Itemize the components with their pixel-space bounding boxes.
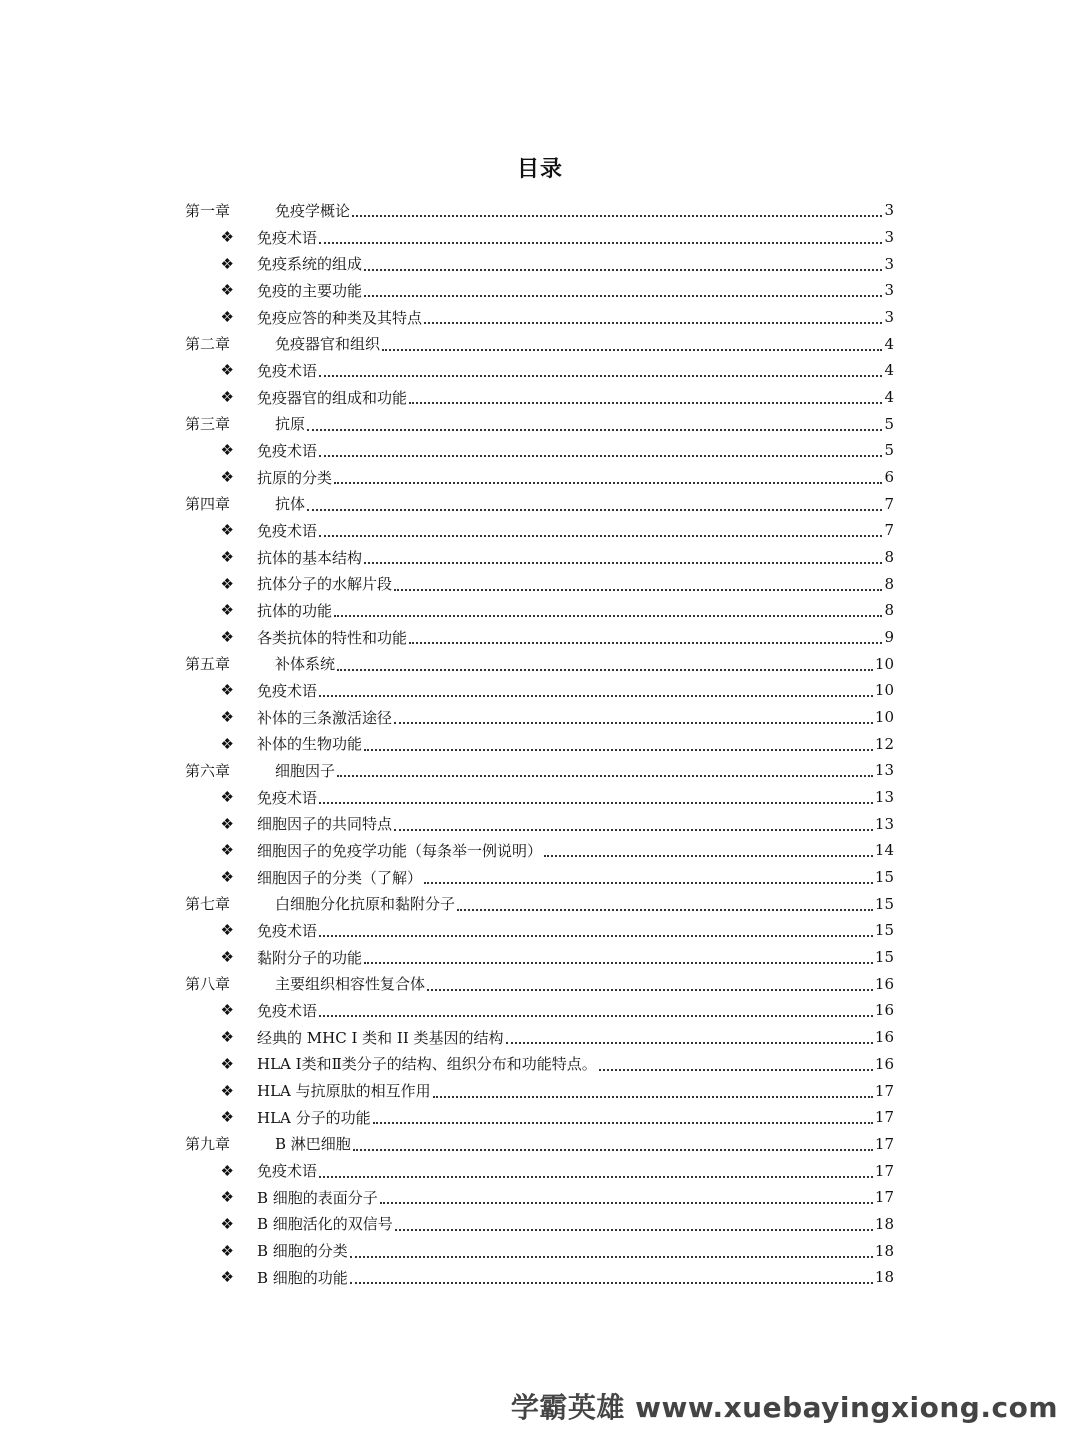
toc-section-entry[interactable]	[185, 864, 894, 891]
toc-page-number: 16	[874, 1054, 894, 1073]
diamond-bullet-icon: ❖	[220, 1214, 234, 1233]
toc-entry-title: B 细胞活化的双信号	[257, 1215, 393, 1234]
toc-section-entry[interactable]	[185, 304, 894, 331]
dot-leader	[307, 429, 882, 431]
diamond-bullet-icon: ❖	[220, 1108, 234, 1127]
diamond-bullet-icon: ❖	[220, 441, 234, 460]
dot-leader	[409, 402, 882, 404]
dot-leader	[506, 1042, 873, 1044]
dot-leader	[544, 855, 873, 857]
dot-leader	[364, 562, 882, 564]
dot-leader	[353, 1149, 873, 1151]
diamond-bullet-icon: ❖	[220, 681, 234, 700]
toc-entry-title: 免疫术语	[257, 1162, 318, 1181]
dot-leader	[350, 1282, 873, 1284]
dot-leader	[394, 829, 873, 831]
toc-section-entry[interactable]	[185, 784, 894, 811]
toc-chapter-entry[interactable]	[185, 490, 894, 517]
toc-page-number: 12	[874, 734, 894, 753]
chapter-number: 第三章	[185, 415, 231, 434]
toc-section-entry[interactable]	[185, 277, 894, 304]
toc-page-number: 9	[884, 628, 894, 647]
diamond-bullet-icon: ❖	[220, 361, 234, 380]
toc-page-number: 17	[874, 1161, 894, 1180]
toc-entry-title: 免疫器官的组成和功能	[257, 388, 408, 407]
toc-entry-title: 抗原	[275, 415, 306, 434]
diamond-bullet-icon: ❖	[220, 574, 234, 593]
toc-page-number: 3	[884, 281, 894, 300]
toc-page-number: 17	[874, 1081, 894, 1100]
toc-chapter-entry[interactable]	[185, 197, 894, 224]
dot-leader	[424, 882, 873, 884]
dot-leader	[319, 935, 873, 937]
toc-entry-title: 补体的三条激活途径	[257, 708, 393, 727]
toc-section-entry[interactable]	[185, 597, 894, 624]
diamond-bullet-icon: ❖	[220, 388, 234, 407]
dot-leader	[319, 1176, 873, 1178]
diamond-bullet-icon: ❖	[220, 468, 234, 487]
toc-page-number: 8	[884, 574, 894, 593]
toc-chapter-entry[interactable]	[185, 330, 894, 357]
diamond-bullet-icon: ❖	[220, 868, 234, 887]
toc-page-number: 4	[884, 388, 894, 407]
dot-leader	[337, 775, 873, 777]
toc-section-entry[interactable]	[185, 837, 894, 864]
toc-page-number: 10	[874, 681, 894, 700]
chapter-number: 第二章	[185, 335, 231, 354]
dot-leader	[599, 1069, 873, 1071]
diamond-bullet-icon: ❖	[220, 1241, 234, 1260]
toc-section-entry[interactable]	[185, 1077, 894, 1104]
chapter-number: 第五章	[185, 655, 231, 674]
diamond-bullet-icon: ❖	[220, 308, 234, 327]
dot-leader	[364, 749, 873, 751]
dot-leader	[364, 295, 882, 297]
dot-leader	[427, 989, 873, 991]
toc-section-entry[interactable]	[185, 1184, 894, 1211]
toc-section-entry[interactable]	[185, 384, 894, 411]
dot-leader	[364, 269, 882, 271]
dot-leader	[457, 909, 873, 911]
toc-chapter-entry[interactable]	[185, 890, 894, 917]
toc-entry-title: 细胞因子的共同特点	[257, 815, 393, 834]
toc-entry-title: 细胞因子	[275, 761, 336, 780]
diamond-bullet-icon: ❖	[220, 628, 234, 647]
dot-leader	[319, 535, 882, 537]
toc-entry-title: 免疫术语	[257, 1001, 318, 1020]
dot-leader	[364, 962, 873, 964]
diamond-bullet-icon: ❖	[220, 281, 234, 300]
dot-leader	[319, 802, 873, 804]
diamond-bullet-icon: ❖	[220, 734, 234, 753]
toc-page-number: 13	[874, 761, 894, 780]
toc-entry-title: HLA Ⅰ类和Ⅱ类分子的结构、组织分布和功能特点。	[257, 1055, 597, 1074]
toc-section-entry[interactable]	[185, 464, 894, 491]
toc-page-number: 10	[874, 654, 894, 673]
toc-page-number: 4	[884, 361, 894, 380]
toc-entry-title: 各类抗体的特性和功能	[257, 628, 408, 647]
dot-leader	[350, 1256, 873, 1258]
dot-leader	[395, 1229, 873, 1231]
toc-section-entry[interactable]	[185, 1211, 894, 1238]
dot-leader	[319, 455, 882, 457]
toc-entry-title: 免疫术语	[257, 228, 318, 247]
toc-entry-title: B 细胞的功能	[257, 1268, 348, 1287]
toc-page-number: 3	[884, 201, 894, 220]
dot-leader	[307, 509, 882, 511]
toc-page-number: 15	[874, 868, 894, 887]
chapter-number: 第六章	[185, 761, 231, 780]
diamond-bullet-icon: ❖	[220, 841, 234, 860]
toc-entry-title: 免疫系统的组成	[257, 255, 363, 274]
toc-page-number: 15	[874, 894, 894, 913]
toc-entry-title: HLA 分子的功能	[257, 1108, 371, 1127]
toc-section-entry[interactable]	[185, 677, 894, 704]
diamond-bullet-icon: ❖	[220, 814, 234, 833]
toc-page-number: 17	[874, 1108, 894, 1127]
toc-entry-title: 抗体的基本结构	[257, 548, 363, 567]
toc-entry-title: 补体的生物功能	[257, 735, 363, 754]
toc-page-number: 17	[874, 1134, 894, 1153]
toc-entry-title: B 细胞的分类	[257, 1242, 348, 1261]
toc-section-entry[interactable]	[185, 944, 894, 971]
toc-section-entry[interactable]	[185, 917, 894, 944]
diamond-bullet-icon: ❖	[220, 1188, 234, 1207]
toc-entry-title: 免疫学概论	[275, 201, 351, 220]
toc-entry-title: 抗体的功能	[257, 601, 333, 620]
toc-section-entry[interactable]	[185, 730, 894, 757]
toc-entry-title: 免疫应答的种类及其特点	[257, 308, 423, 327]
toc-page-number: 3	[884, 228, 894, 246]
toc-entry-title: 免疫的主要功能	[257, 281, 363, 300]
dot-leader	[319, 375, 882, 377]
toc-entry-title: 黏附分子的功能	[257, 948, 363, 967]
toc-page-number: 18	[874, 1268, 894, 1287]
toc-section-entry[interactable]	[185, 997, 894, 1024]
chapter-number: 第八章	[185, 975, 231, 994]
dot-leader	[319, 1015, 873, 1017]
chapter-number: 第七章	[185, 895, 231, 914]
dot-leader	[382, 349, 882, 351]
diamond-bullet-icon: ❖	[220, 1001, 234, 1020]
toc-section-entry[interactable]	[185, 224, 894, 251]
dot-leader	[334, 482, 882, 484]
dot-leader	[319, 242, 882, 244]
toc-section-entry[interactable]	[185, 1157, 894, 1184]
toc-page-number: 3	[884, 254, 894, 273]
toc-page-number: 18	[874, 1241, 894, 1260]
toc-entry-title: 细胞因子的分类（了解）	[257, 868, 423, 887]
toc-chapter-entry[interactable]	[185, 757, 894, 784]
diamond-bullet-icon: ❖	[220, 548, 234, 567]
chapter-number: 第四章	[185, 495, 231, 514]
dot-leader	[424, 322, 882, 324]
toc-page-number: 4	[884, 334, 894, 353]
toc-entry-title: 免疫术语	[257, 921, 318, 940]
toc-section-entry[interactable]	[185, 437, 894, 464]
table-of-contents	[185, 197, 894, 1291]
toc-section-entry[interactable]	[185, 570, 894, 597]
toc-section-entry[interactable]	[185, 250, 894, 277]
toc-entry-title: B 淋巴细胞	[275, 1135, 351, 1154]
toc-page-number: 15	[874, 921, 894, 940]
toc-page-number: 16	[874, 1028, 894, 1047]
toc-chapter-entry[interactable]	[185, 970, 894, 997]
toc-entry-title: 补体系统	[275, 655, 336, 674]
dot-leader	[352, 215, 882, 217]
diamond-bullet-icon: ❖	[220, 948, 234, 967]
dot-leader	[319, 695, 873, 697]
dot-leader	[394, 722, 873, 724]
diamond-bullet-icon: ❖	[220, 228, 234, 246]
toc-chapter-entry[interactable]	[185, 1131, 894, 1158]
toc-entry-title: 免疫术语	[257, 521, 318, 540]
dot-leader	[337, 669, 873, 671]
chapter-number: 第九章	[185, 1135, 231, 1154]
diamond-bullet-icon: ❖	[220, 254, 234, 273]
toc-entry-title: 免疫术语	[257, 681, 318, 700]
toc-page-number: 5	[884, 414, 894, 433]
toc-page-number: 10	[874, 708, 894, 727]
toc-section-entry[interactable]	[185, 1264, 894, 1291]
diamond-bullet-icon: ❖	[220, 1161, 234, 1180]
toc-section-entry[interactable]	[185, 1237, 894, 1264]
toc-section-entry[interactable]	[185, 1024, 894, 1051]
toc-page-number: 3	[884, 308, 894, 327]
toc-entry-title: 主要组织相容性复合体	[275, 975, 426, 994]
diamond-bullet-icon: ❖	[220, 1028, 234, 1047]
toc-page-number: 13	[874, 788, 894, 807]
toc-entry-title: B 细胞的表面分子	[257, 1188, 378, 1207]
toc-page-number: 8	[884, 601, 894, 620]
toc-page-number: 16	[874, 1001, 894, 1020]
toc-page-number: 15	[874, 948, 894, 967]
dot-leader	[409, 642, 882, 644]
toc-entry-title: 抗原的分类	[257, 468, 333, 487]
dot-leader	[373, 1122, 873, 1124]
toc-section-entry[interactable]	[185, 517, 894, 544]
toc-page-number: 13	[874, 814, 894, 833]
diamond-bullet-icon: ❖	[220, 601, 234, 620]
toc-entry-title: 免疫术语	[257, 788, 318, 807]
toc-page-number: 8	[884, 548, 894, 567]
toc-page-number: 14	[874, 841, 894, 860]
toc-section-entry[interactable]	[185, 357, 894, 384]
toc-section-entry[interactable]	[185, 1051, 894, 1078]
diamond-bullet-icon: ❖	[220, 1268, 234, 1287]
toc-section-entry[interactable]	[185, 810, 894, 837]
dot-leader	[394, 589, 882, 591]
diamond-bullet-icon: ❖	[220, 521, 234, 540]
toc-entry-title: 细胞因子的免疫学功能（每条举一例说明）	[257, 841, 543, 860]
dot-leader	[433, 1096, 873, 1098]
toc-page-number: 16	[874, 974, 894, 993]
toc-entry-title: 白细胞分化抗原和黏附分子	[275, 895, 456, 914]
toc-entry-title: 免疫器官和组织	[275, 335, 381, 354]
page-title: 目录	[516, 156, 563, 182]
toc-entry-title: 抗体	[275, 495, 306, 514]
toc-entry-title: 经典的 MHC I 类和 II 类基因的结构	[257, 1028, 504, 1047]
toc-entry-title: 免疫术语	[257, 361, 318, 380]
toc-section-entry[interactable]	[185, 544, 894, 571]
toc-page-number: 7	[884, 494, 894, 513]
toc-chapter-entry[interactable]	[185, 650, 894, 677]
toc-entry-title: 抗体分子的水解片段	[257, 575, 393, 594]
diamond-bullet-icon: ❖	[220, 921, 234, 940]
chapter-number: 第一章	[185, 201, 231, 220]
toc-entry-title: 免疫术语	[257, 441, 318, 460]
toc-chapter-entry[interactable]	[185, 410, 894, 437]
toc-page-number: 18	[874, 1214, 894, 1233]
toc-page-number: 7	[884, 521, 894, 540]
toc-section-entry[interactable]	[185, 624, 894, 651]
diamond-bullet-icon: ❖	[220, 1081, 234, 1100]
diamond-bullet-icon: ❖	[220, 708, 234, 727]
dot-leader	[380, 1202, 873, 1204]
toc-page-number: 5	[884, 441, 894, 460]
diamond-bullet-icon: ❖	[220, 1054, 234, 1073]
toc-section-entry[interactable]	[185, 704, 894, 731]
toc-page-number: 17	[874, 1188, 894, 1207]
toc-entry-title: HLA 与抗原肽的相互作用	[257, 1082, 431, 1100]
watermark: 学霸英雄 www.xuebayingxiong.com	[510, 1391, 1058, 1424]
diamond-bullet-icon: ❖	[220, 788, 234, 807]
toc-section-entry[interactable]	[185, 1104, 894, 1131]
dot-leader	[334, 615, 882, 617]
toc-page-number: 6	[884, 468, 894, 487]
